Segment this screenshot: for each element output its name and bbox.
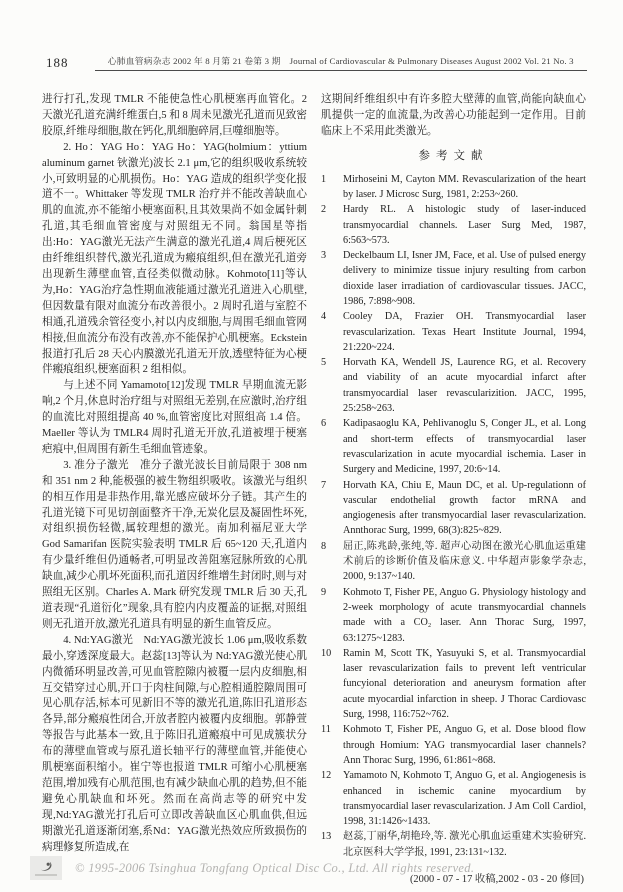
reference-text: Yamamoto N, Kohmoto T, Anguo G, et al. Angiogenesis is enhanced in ischemic canine myocardium by transmyocardial laser revascularization. J Am Coll Cardiol, 1998, 31:1426~1433. [343,770,586,828]
reference-text: 屈正,陈兆龄,张纯,等. 超声心动图在激光心肌血运重建术前后的诊断价值及临床意义. 中华超声影象学杂志, 2000, 9:137~140. [343,540,586,583]
reference-text: Hardy RL. A histologic study of laser-induced transmyocardial channels. Laser Surg Med, 1987, 6:563~573. [343,204,586,246]
reference-item [321,172,586,203]
reference-item [321,768,586,829]
reference-number: 5 [321,357,327,369]
page-header [46,54,587,71]
reference-text: Kohmoto T, Fisher PE, Anguo G. Physiology histology and 2-week morphology of acute transmyocardial channels made with a CO₂ laser. Ann Thorac Surg, 1997, 63:1275~1283. [343,586,586,644]
two-column-body [42,92,586,888]
copyright-text: © 1995-2006 Tsinghua Tongfang Optical Disc Co., Ltd. All rights reserved. [75,860,475,875]
reference-text: Horvath KA, Chiu E, Maun DC, et al. Up-regulationn of vascular endothelial growth factor mRNA and angiogenesis after transmyocardial laser revascularization. Annthorac Surg, 1999, 68(3):825~829. [343,479,586,537]
received-revised-note: (2000 - 07 - 17 收稿,2002 - 03 - 20 修回) [409,873,584,885]
reference-number: 4 [321,311,327,323]
reference-number: 7 [321,479,327,491]
paragraph: 这期间纤维组织中有许多腔大壁薄的血管,尚能向缺血心肌提供一定的血流量,为改善心功能起到一定作用。目前临床上不采用此类激光。 [321,94,586,137]
swoosh-icon [39,861,53,873]
reference-item [321,539,586,585]
journal-title-line: 心肺血管病杂志 2002 年 8 月第 21 卷第 3 期 Journal of Cardiovascular & Pulmonary Diseases August 2002 Vol. 21 No. 3 [95,54,588,71]
reference-number: 12 [321,770,332,782]
reference-text: 赵蕊,丁丽华,胡艳玲,等. 激光心肌血运重建术实验研究. 北京医科大学学报, 1991, 23:131~132. [343,831,586,858]
reference-text: Horvath KA, Wendell JS, Laurence RG, et al. Recovery and viability of an acute myocardial infarct after transmyocardial laser revascularizition. JACC, 1995, 25:258~263. [343,357,586,415]
paragraph: 4. Nd:YAG激光 Nd:YAG激光波长 1.06 μm,吸收系数最小,穿透深度最大。赵蕊[13]等认为 Nd:YAG激光使心肌内微循环明显改善,可见血管腔隙内被覆一层内皮细胞,相互交错穿过心肌,开口于肉柱间隙,与心腔相通腔隙周围可见心肌存活,标本可见新旧不等的激光孔道,陈旧孔道形态各异,部分瘢痕性闭合,开放者腔内被覆内皮细胞。郭静萱等报告与此基本一致,且于陈旧孔道瘢痕中可见成簇状分布的薄壁血管或与原孔道长轴平行的薄壁血管,并能使心肌梗塞面积缩小。崔宁等也报道 TMLR 可缩小心肌梗塞范围,增加残有心肌范围,也有减少缺血心肌的趋势,但不能避免心肌缺血和坏死。然而在高尚志等的研究中发现,Nd:YAG激光打孔后可立即改善缺血区心肌血供,但远期激光孔道逐渐闭塞,系Nd：YAG激光热效应所致损伤的病理修复所造成,在 [42,634,307,853]
reference-item [321,585,586,646]
reference-number: 2 [321,204,327,216]
paragraph: 与上述不同 Yamamoto[12]发现 TMLR 早期血流无影响,2 个月,休息时治疗组与对照组无差别,在应激时,治疗组的血流比对照组提高 40 %,血管密度比对照组高 1.4 倍。Maeller 等认为 TMLR4 周时孔道无开放,孔道被埋于梗塞疤痕中,但周围有新生毛细血管迹象。 [42,380,307,455]
reference-number: 9 [321,586,327,598]
reference-number: 13 [321,831,332,843]
reference-number: 11 [321,724,331,736]
paragraph: 3. 准分子激光 准分子激光波长目前局限于 308 nm 和 351 nm 2 种,能极强的被生物组织吸收。该激光与组织的相互作用是非热作用,靠光感应破坏分子链。其产生的孔道光镜下可见切剖面整齐干净,无炭化层及凝固性坏死,对组织损伤轻微,属较理想的激光。南加利福尼亚大学 God Samarifan 医院实验表明 TMLR 后 65~120 天,孔道内有少量纤维但仍通畅者,可明显改善阻塞冠脉所致的心肌缺血,减少心肌坏死面积,而孔道因纤维增生封闭时,则与对照组无区别。Charles A. Mark 研究发现 TMLR 后 30 天,孔道表现“孔道衍化”现象,具有腔内内皮覆盖的证据,对照组则无孔道开放,激光孔道具有明显的新生血管反应。 [42,459,307,630]
reference-text: Ramin M, Scott TK, Yasuyuki S, et al. Transmyocardial laser revascularization fails to prevent left ventricular funcyional deterioration and aneurysm formation after acute myocardial infarction in sheep. J Thorac Cardiovasc Surg, 1998, 116:752~762. [343,647,586,721]
reference-item [321,309,586,355]
page-number: 188 [46,55,69,70]
reference-item [321,355,586,416]
reference-text: Cooley DA, Frazier OH. Transmyocardial laser revascularization. Texas Heart Institute Journal, 1994, 21:220~224. [343,311,586,353]
left-column [42,92,307,888]
reference-number: 8 [321,540,327,552]
right-column [321,92,586,888]
reference-number: 3 [321,250,327,262]
cnki-logo [30,856,62,880]
logo-caption-illegible [35,874,57,876]
reference-list [321,172,586,860]
paragraph: 进行打孔,发现 TMLR 不能使急性心肌梗塞再血管化。2 天激光孔道充满纤维蛋白,5 和 8 周未见激光孔道而见致密胶原,纤维母细胞,散在钙化,肌细胞碎屑,巨噬细胞等。 [42,94,307,137]
reference-text: Kohmoto T, Fisher PE, Anguo G, et al. Dose blood flow through Homium: YAG transmyocardial laser channels? Ann Thorac Surg, 1996, 61:861~868. [343,724,586,766]
references-heading: 参考文献 [418,149,489,162]
reference-item [321,646,586,722]
reference-item [321,722,586,768]
reference-number: 6 [321,418,327,430]
reference-text: Deckelbaum LI, Isner JM, Face, et al. Use of pulsed energy delivery to minimize tissue injury resulting from carbon dioxide laser irradiation of cardiovascular tissues. JACC, 1986, 7:898~908. [343,250,586,307]
page-footer [30,856,603,880]
reference-item [321,478,586,539]
reference-number: 10 [321,647,332,659]
paragraph: 2. Ho：YAG Ho：YAG Ho：YAG(holmium：yttium aluminum garnet 钬激光)波长 2.1 μm,它的组织吸收系统较小,可致明显的心肌损伤。Ho：YAG 造成的组织学变化报道不一。Whittaker 等发现 TMLR 治疗并不能改善缺血心肌的血流,亦不能缩小梗塞面积,且其效果尚不如金属针刺孔道,其毛细血管密度与对照组无不同。翁国星等指出:Ho：YAG激光无法产生满意的激光孔道,4 周后梗死区由纤维组织替代,激光孔道成为瘢痕组织,但在激光孔道旁出现新生薄壁血管,直径类似微动脉。Kohmoto[11]等认为,Ho：YAG治疗急性期血液能通过激光孔道进入心肌壁,但因数量有限对血流分布改善很小。2 周时孔道与室腔不相通,孔道残余管径变小,衬以内皮细胞,与周围毛细血管网相接,但血流分布没有改善,亦不能保护心肌梗塞。Eckstein 报道打孔后 28 天心内膜激光孔道无开放,透壁特征为心梗伴瘢痕组织,梗塞面积 2 组相似。 [42,141,307,376]
reference-text: Mirhoseini M, Cayton MM. Revascularization of the heart by laser. J Microsc Surg, 1981, 2:253~260. [343,173,586,200]
reference-number: 1 [321,173,327,185]
reference-item [321,416,586,477]
reference-text: Kadipasaoglu KA, Pehlivanoglu S, Conger JL, et al. Long and short-term effects of transmyocardial laser revascularization in acute myocardial ischemia. Laser in Surgery and Medicine, 1997, 20:6~14. [343,418,586,476]
reference-item [321,202,586,248]
reference-item [321,248,586,309]
